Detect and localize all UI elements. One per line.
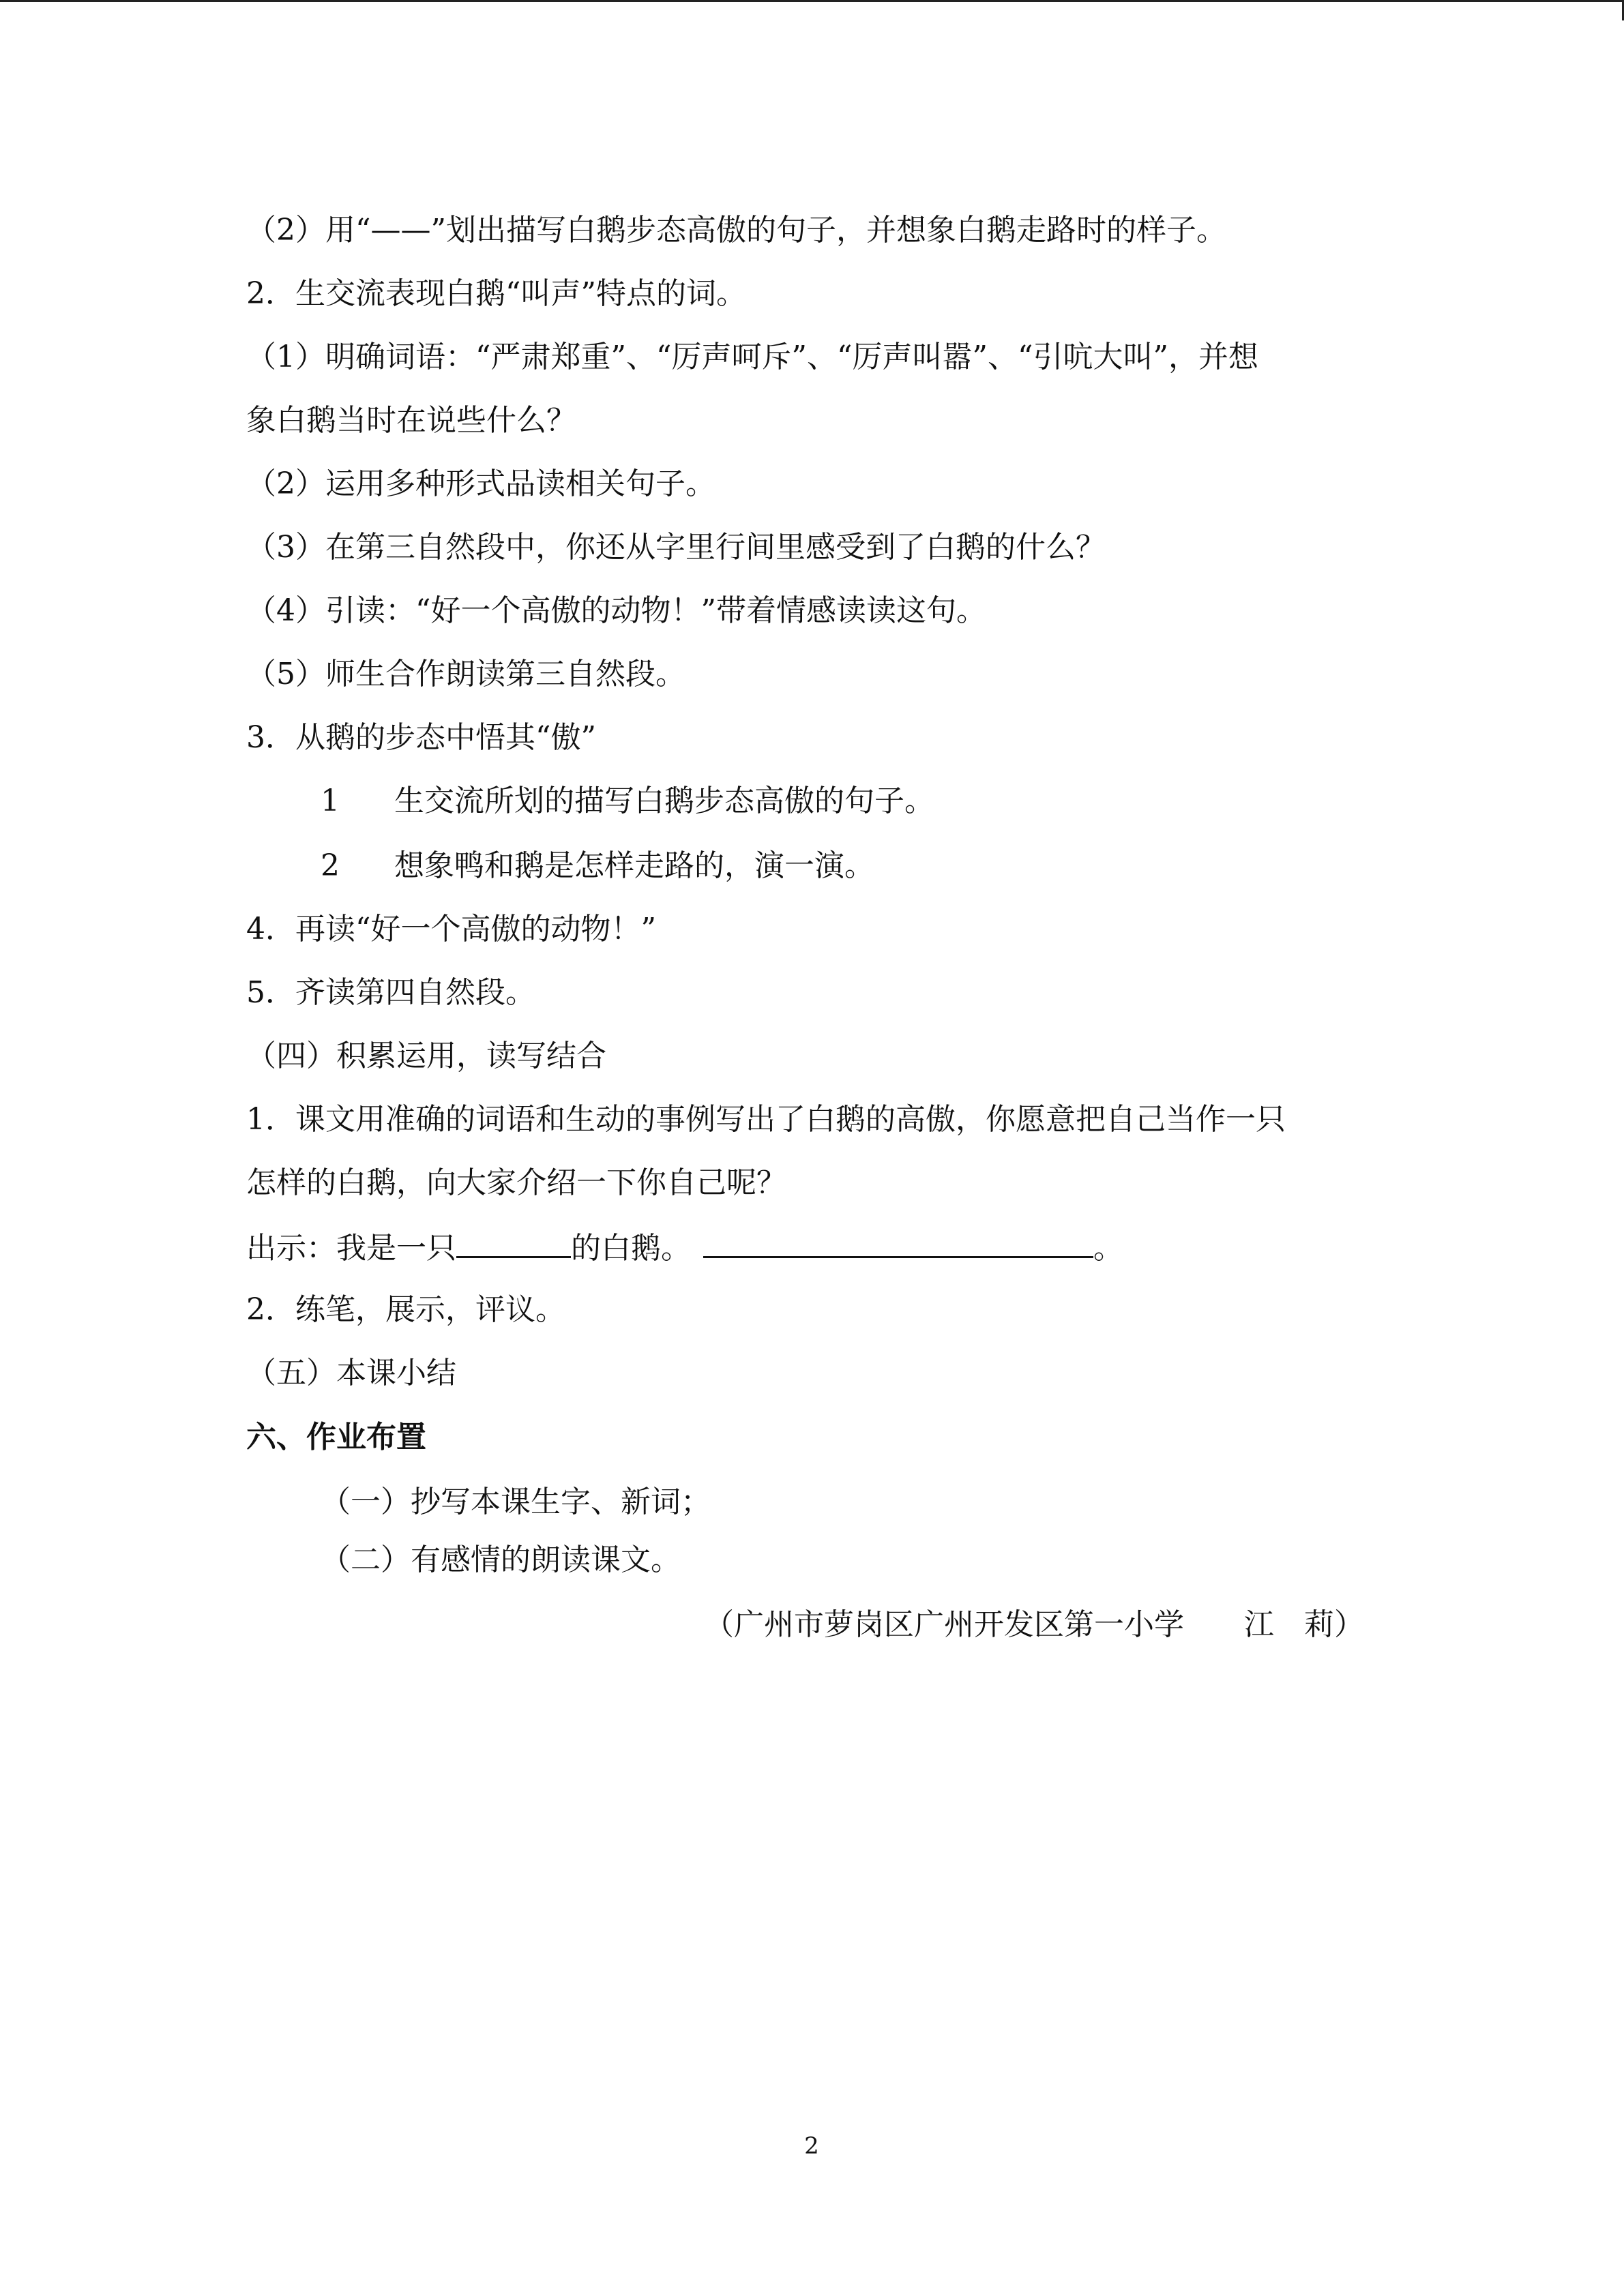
author-signature: （广州市萝岗区广州开发区第一小学 江 莉）: [704, 1607, 1364, 1642]
text-line: 4．再读“好一个高傲的动物！”: [246, 912, 656, 946]
section-heading: （四）积累运用，读写结合: [246, 1039, 606, 1073]
text-line: 象白鹅当时在说些什么？: [246, 403, 576, 438]
page-top-border: [0, 0, 1624, 2]
text-line: （2）运用多种形式品读相关句子。: [246, 466, 715, 501]
text-line: （3）在第三自然段中，你还从字里行间里感受到了白鹅的什么？: [246, 530, 1106, 565]
text-line: 2．生交流表现白鹅“叫声”特点的词。: [246, 276, 746, 311]
fill-in-line: [246, 1226, 1123, 1269]
fill-in-suffix: 。: [1093, 1231, 1123, 1266]
text-line: （1）明确词语：“严肃郑重”、“厉声呵斥”、“厉声叫嚣”、“引吭大叫”，并想: [246, 340, 1258, 374]
numbered-item: [321, 846, 874, 886]
text-line: 怎样的白鹅，向大家介绍一下你自己呢？: [246, 1165, 786, 1200]
homework-item: （二）有感情的朗读课文。: [321, 1542, 681, 1577]
blank-long: [703, 1226, 1093, 1258]
homework-item: （一）抄写本课生字、新词；: [321, 1485, 711, 1519]
item-text: 想象鸭和鹅是怎样走路的，演一演。: [394, 848, 874, 883]
section-heading-bold: 六、作业布置: [246, 1420, 426, 1455]
item-text: 生交流所划的描写白鹅步态高傲的句子。: [394, 784, 934, 818]
item-number: 2: [321, 848, 340, 883]
text-line: 1．课文用准确的词语和生动的事例写出了白鹅的高傲，你愿意把自己当作一只: [246, 1102, 1286, 1137]
text-line: 2．练笔，展示，评议。: [246, 1292, 565, 1327]
fill-in-middle: 的白鹅。: [571, 1231, 691, 1266]
numbered-item: [321, 781, 934, 822]
section-heading: （五）本课小结: [246, 1356, 456, 1390]
blank-short: [456, 1226, 571, 1258]
text-line: 3．从鹅的步态中悟其“傲”: [246, 720, 596, 755]
page-number: 2: [804, 2132, 819, 2160]
text-line: （4）引读：“好一个高傲的动物！”带着情感读读这句。: [246, 593, 986, 628]
fill-in-prefix: 出示：我是一只: [246, 1231, 456, 1266]
text-line: （2）用“——”划出描写白鹅步态高傲的句子，并想象白鹅走路时的样子。: [246, 213, 1226, 248]
text-line: （5）师生合作朗读第三自然段。: [246, 657, 685, 691]
item-number: 1: [321, 784, 340, 818]
text-line: 5．齐读第四自然段。: [246, 975, 535, 1010]
